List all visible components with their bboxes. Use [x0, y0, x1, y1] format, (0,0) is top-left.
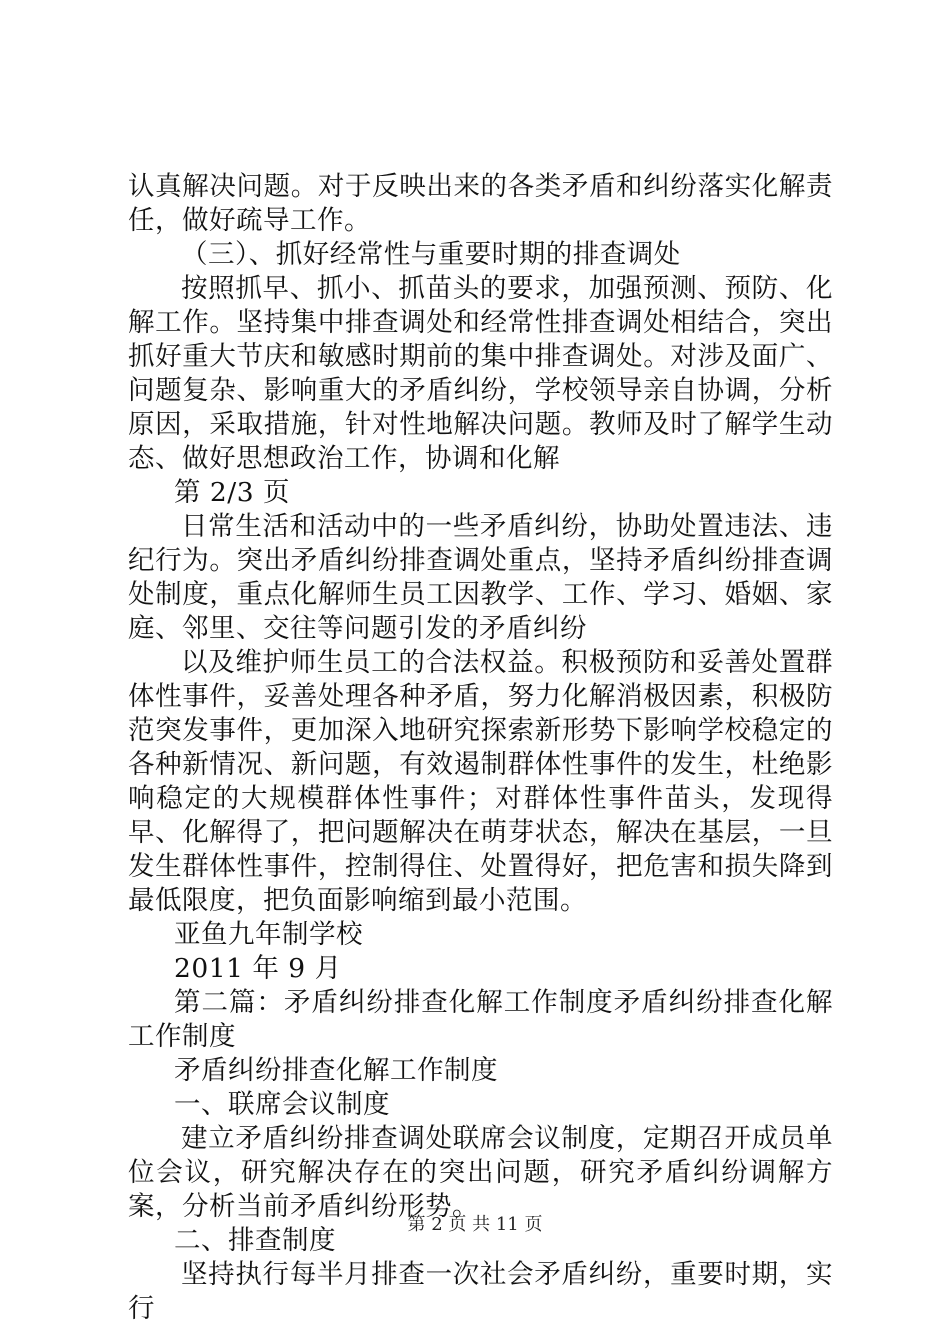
chapter-heading: 第二篇：矛盾纠纷排查化解工作制度矛盾纠纷排查化解工作制度 — [128, 987, 833, 1052]
paragraph: 坚持执行每半月排查一次社会矛盾纠纷，重要时期，实行 — [128, 1259, 833, 1324]
paragraph: 认真解决问题。对于反映出来的各类矛盾和纠纷落实化解责任，做好疏导工作。 — [128, 171, 833, 236]
document-body — [128, 170, 833, 1326]
section-heading: （三）、抓好经常性与重要时期的排查调处 — [181, 239, 681, 270]
document-title: 矛盾纠纷排查化解工作制度 — [174, 1055, 498, 1086]
signature-organization: 亚鱼九年制学校 — [174, 919, 363, 950]
paragraph: 日常生活和活动中的一些矛盾纠纷，协助处置违法、违纪行为。突出矛盾纠纷排查调处重点，坚持矛盾纠纷排查调处制度，重点化解师生员工因教学、工作、学习、婚姻、家庭、邻里、交往等问题引发的矛盾纠纷 — [128, 511, 833, 644]
paragraph: 按照抓早、抓小、抓苗头的要求，加强预测、预防、化解工作。坚持集中排查调处和经常性排查调处相结合，突出抓好重大节庆和敏感时期前的集中排查调处。对涉及面广、问题复杂、影响重大的矛盾纠纷，学校领导亲自协调，分析原因，采取措施，针对性地解决问题。教师及时了解学生动态、做好思想政治工作，协调和化解 — [128, 273, 833, 474]
inline-page-marker: 第 2/3 页 — [174, 477, 290, 508]
paragraph: 以及维护师生员工的合法权益。积极预防和妥善处置群体性事件，妥善处理各种矛盾，努力化解消极因素，积极防范突发事件，更加深入地研究探索新形势下影响学校稳定的各种新情况、新问题，有效遏制群体性事件的发生，杜绝影响稳定的大规模群体性事件；对群体性事件苗头，发现得早、化解得了，把问题解决在萌芽状态，解决在基层，一旦发生群体性事件，控制得住、处置得好，把危害和损失降到最低限度，把负面影响缩到最小范围。 — [128, 647, 833, 916]
signature-date: 2011 年 9 月 — [174, 953, 342, 984]
page-number: 第 2 页 共 11 页 — [407, 1214, 543, 1235]
page-footer — [0, 1214, 950, 1236]
section-heading: 二、排查制度 — [174, 1225, 336, 1256]
section-heading: 一、联席会议制度 — [174, 1089, 390, 1120]
paragraph: 建立矛盾纠纷排查调处联席会议制度，定期召开成员单位会议，研究解决存在的突出问题，研究矛盾纠纷调解方案，分析当前矛盾纠纷形势。 — [128, 1123, 833, 1222]
